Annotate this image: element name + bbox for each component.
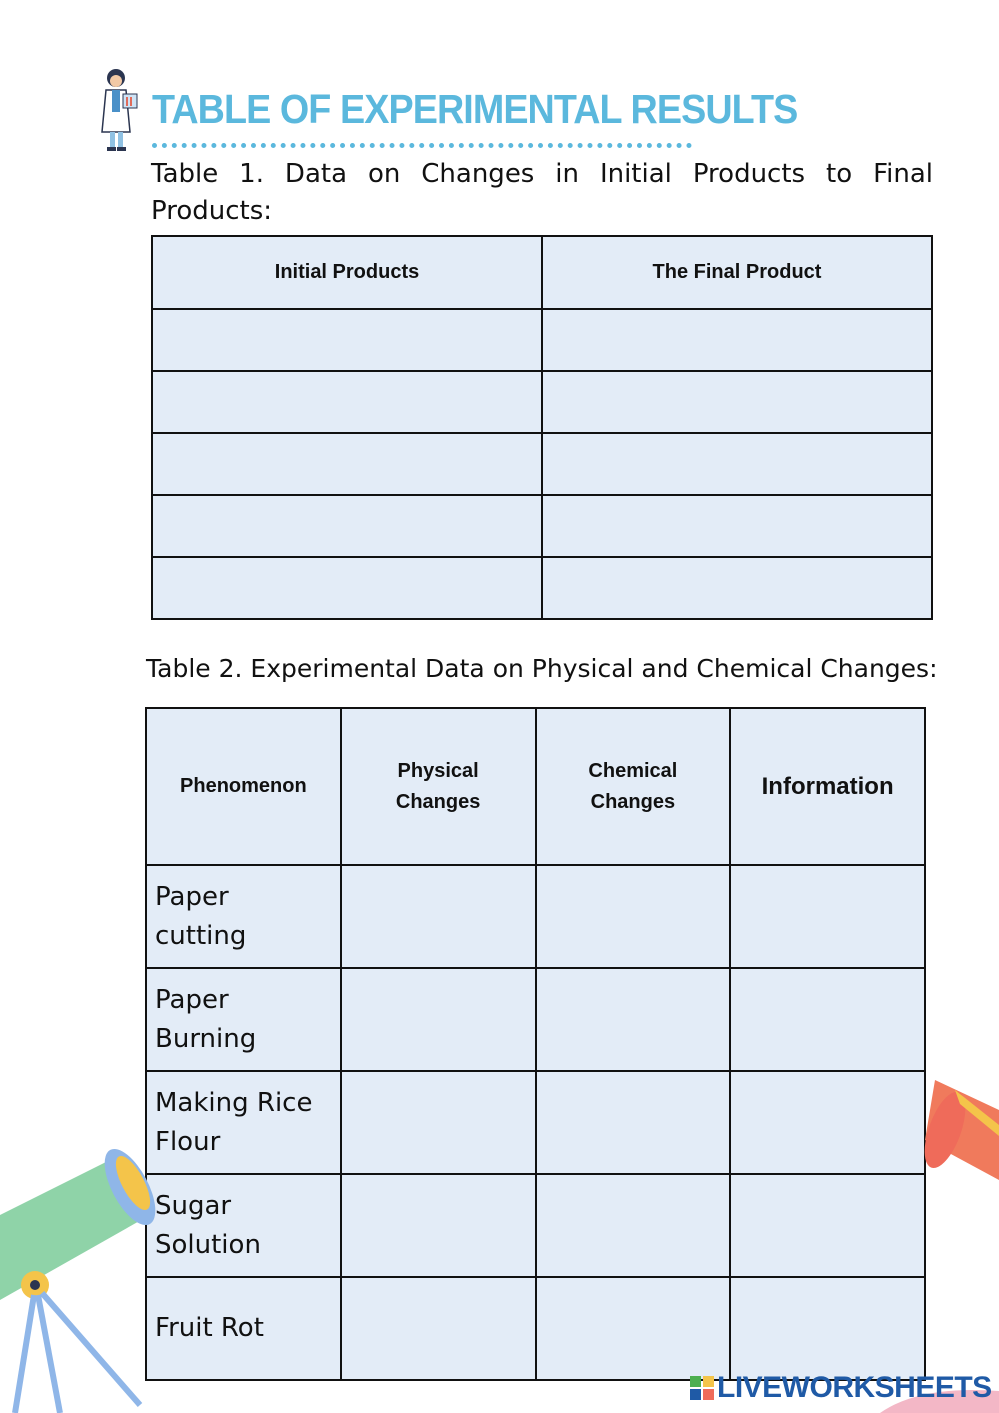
column-header-information: Information [730, 708, 925, 865]
column-header-phenomenon: Phenomenon [146, 708, 341, 865]
phenomenon-label: Paper cutting [155, 881, 247, 951]
liveworksheets-logo-icon [689, 1375, 715, 1401]
phenomenon-cell [146, 968, 341, 1071]
answer-cell[interactable] [542, 495, 932, 557]
column-header-physical-changes-label: Physical Changes [395, 759, 481, 813]
answer-cell[interactable] [730, 1071, 925, 1174]
column-header-final-product: The Final Product [542, 236, 932, 309]
column-header-chemical-changes-label: Chemical Changes [588, 759, 678, 813]
title-underline [152, 143, 692, 148]
answer-cell[interactable] [341, 1277, 536, 1380]
table-row [152, 309, 932, 371]
table-row [146, 1071, 925, 1174]
table-row [152, 557, 932, 619]
table-row [152, 495, 932, 557]
answer-cell[interactable] [730, 968, 925, 1071]
answer-cell[interactable] [542, 309, 932, 371]
table-row [152, 433, 932, 495]
answer-cell[interactable] [152, 557, 542, 619]
column-header-physical-changes [341, 708, 536, 865]
column-header-chemical-changes [536, 708, 731, 865]
scientist-illustration [96, 66, 142, 154]
liveworksheets-watermark [689, 1369, 992, 1407]
answer-cell[interactable] [341, 1071, 536, 1174]
phenomenon-label: Fruit Rot [155, 1313, 264, 1343]
table-row [146, 1174, 925, 1277]
table2 [145, 707, 926, 1381]
table-header-row [152, 236, 932, 309]
table-row [146, 865, 925, 968]
answer-cell[interactable] [152, 309, 542, 371]
answer-cell[interactable] [542, 433, 932, 495]
table-row [146, 1277, 925, 1380]
phenomenon-label: Sugar Solution [155, 1190, 261, 1260]
table-row [146, 968, 925, 1071]
answer-cell[interactable] [152, 433, 542, 495]
answer-cell[interactable] [536, 865, 731, 968]
answer-cell[interactable] [536, 1277, 731, 1380]
phenomenon-label: Paper Burning [155, 984, 257, 1054]
answer-cell[interactable] [536, 1174, 731, 1277]
answer-cell[interactable] [730, 1277, 925, 1380]
telescope-illustration [905, 1070, 999, 1190]
phenomenon-cell [146, 865, 341, 968]
answer-cell[interactable] [152, 495, 542, 557]
watermark-text: LIVEWORKSHEETS [717, 1371, 992, 1404]
answer-cell[interactable] [536, 968, 731, 1071]
phenomenon-cell [146, 1277, 341, 1380]
table-row [152, 371, 932, 433]
answer-cell[interactable] [341, 1174, 536, 1277]
page-title: TABLE OF EXPERIMENTAL RESULTS [152, 86, 798, 132]
answer-cell[interactable] [152, 371, 542, 433]
phenomenon-cell [146, 1071, 341, 1174]
table2-caption: Table 2. Experimental Data on Physical and Chemical Changes: [146, 654, 938, 683]
column-header-initial-products: Initial Products [152, 236, 542, 309]
table1 [151, 235, 933, 620]
answer-cell[interactable] [542, 557, 932, 619]
table-header-row [146, 708, 925, 865]
answer-cell[interactable] [536, 1071, 731, 1174]
phenomenon-label: Making Rice Flour [155, 1087, 313, 1157]
table1-caption: Table 1. Data on Changes in Initial Products to Final Products: [151, 159, 933, 226]
phenomenon-cell [146, 1174, 341, 1277]
answer-cell[interactable] [730, 865, 925, 968]
answer-cell[interactable] [341, 865, 536, 968]
answer-cell[interactable] [730, 1174, 925, 1277]
telescope-illustration [0, 1135, 160, 1413]
answer-cell[interactable] [542, 371, 932, 433]
answer-cell[interactable] [341, 968, 536, 1071]
